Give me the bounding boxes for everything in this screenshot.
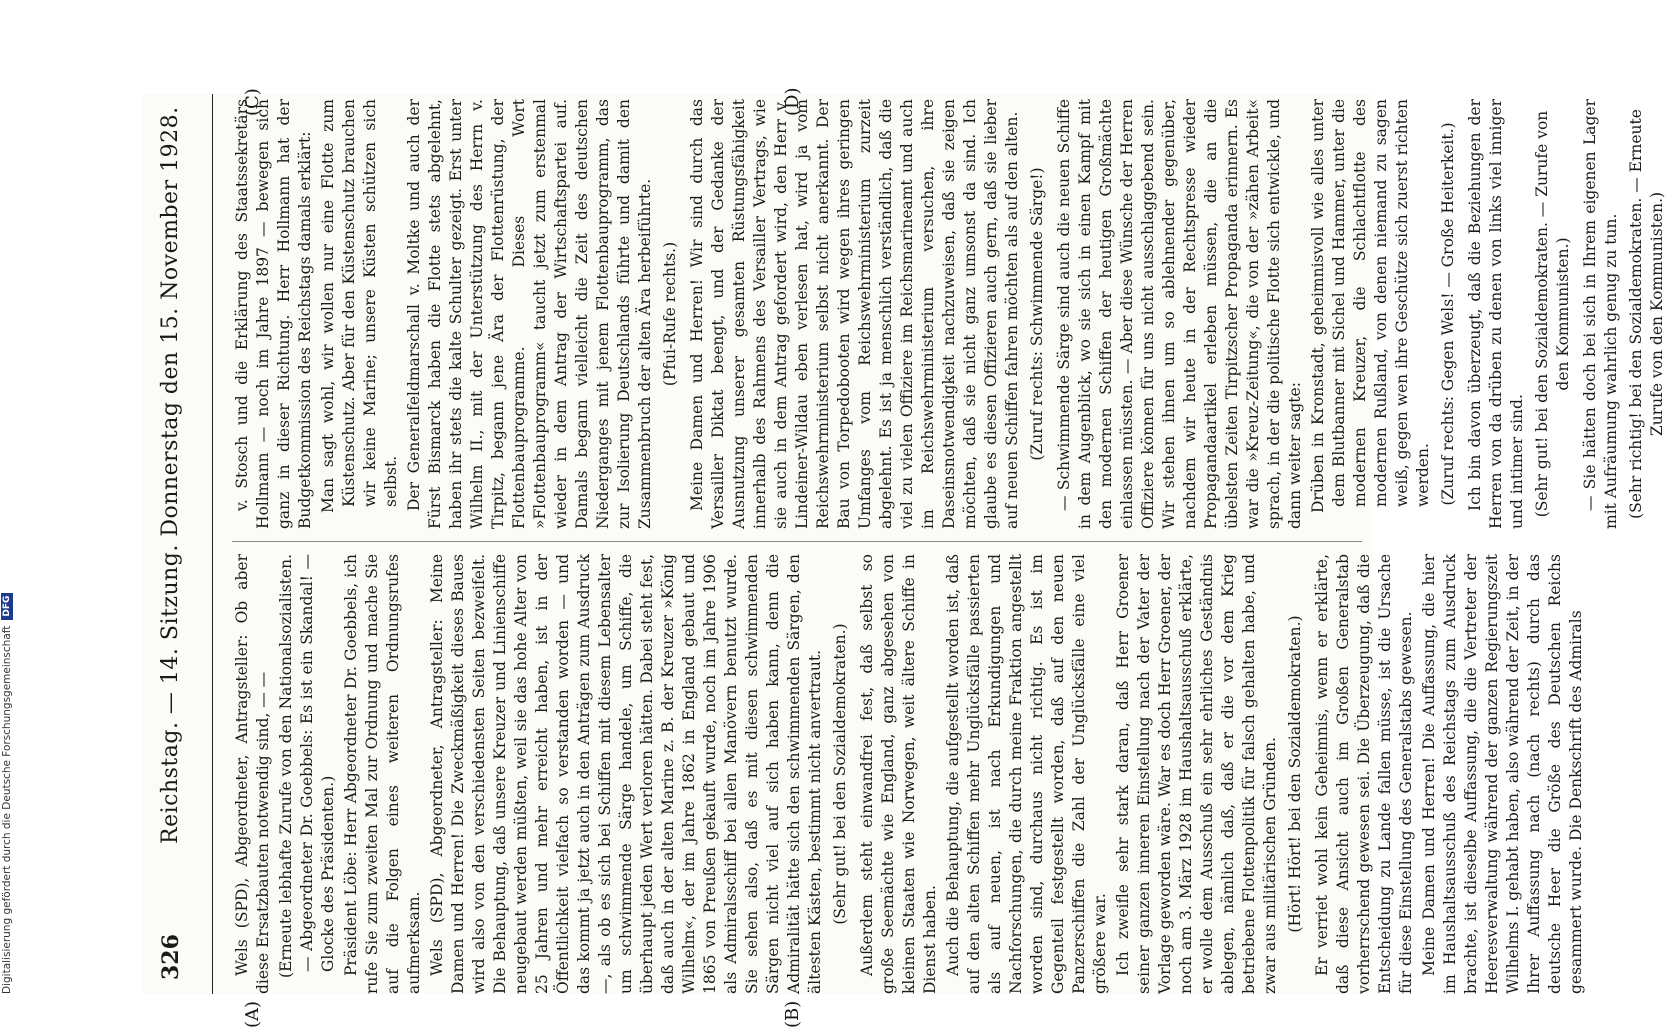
interjection: (Zuruf rechts: Schwimmende Särge!) [1028,167,1046,461]
page-header [142,94,213,994]
margin-mark-a: (A) [242,1000,263,1028]
margin-mark-c: (C) [242,88,263,116]
paragraph: Auch die Behauptung, die aufgestellt worden ist, daß auf den alten Schiffen mehr Unglücksfälle passierten als auf neuen, ist nach Erkundigungen und Nachforschungen, die durch meine Fraktion angestellt worden sind, durchaus nicht richtig. Es ist im Gegenteil festgestellt worden, daß auf den neuen Panzerschiffen die Zahl der Unglücksfälle eine viel größere war. [944,554,1109,994]
interjection: (Hört! Hört! bei den Sozialdemokraten.) [1286,615,1304,933]
interjection: (Pfui-Rufe rechts.) [661,241,679,387]
paragraph: — Schwimmende Särge sind auch die neuen Schiffe in dem Augenblick, wo sie sich in einen Kampf mit den modernen Schiffen der heutigen Großmächte einlassen müssten. — Aber diese Wünsche der Herren Offiziere können für uns nicht ausschlaggebend sein. Wir stehen ihnen um so ablehnender gegenüber, nachdem wir heute in der Rechtspresse wieder Propagandaartikel erleben müssen, die an die übelsten Zeiten Tirpitzscher Propaganda erinnern. Es war die »Kreuz-Zeitung«, die von der »zähen Arbeit« sprach, in der die politische Flotte sich entwickle, und dann weiter sagte: [1055,99,1304,529]
paragraph: Meine Damen und Herren! Die Auffassung, die hier im Haushaltsausschuß des Reichstags zum Ausdruck brachte, ist dieselbe Auffassung, die die Vertreter der Heeresverwaltung während der ganzen Regierungszeit Wilhelms I. gehabt haben, also während der Zeit, in der Ihrer Auffassung nach (nach rechts) durch das deutsche Heer die Größe des Deutschen Reichs gesammert wurde. Die Denkschrift des Admirals [1420,554,1585,994]
paragraph: v. Stosch und die Erklärung des Staatssekretärs Hollmann — noch im Jahre 1897 — bewegen sich ganz in dieser Richtung. Herr Hollmann hat der Budgetkommission des Reichstags damals erklärt: [233,99,314,529]
paragraph: Ich bin davon überzeugt, daß die Beziehungen der Herren von da drüben zu denen von links viel inniger und intimer sind. [1466,99,1526,529]
paragraph: Ich zweifle sehr stark daran, daß Herr Groener seiner ganzen inneren Einstellung nach der Vater der Vorlage geworden wäre. War es doch Herr Groener, der noch am 3. März 1928 im Haushaltsausschuß erklärte, er wolle dem Ausschuß ein sehr ehrliches Geständnis ablegen, nämlich daß, daß er die vor dem Krieg betriebene Flottenpolitik für falsch gehalten habe, und zwar aus militärischen Gründen. [1114,554,1279,994]
page-number: 326 [158,934,184,980]
right-column [232,99,1666,529]
paragraph: Meine Damen und Herren! Wir sind durch das Versailler Diktat beengt, und der Gedanke der Ausnutzung unserer gesamten Rüstungsfähigkeit innerhalb des Rahmens des Versailler Vertrags, wie sie auch in dem Antrag gefordert wird, den Herr v. Lindeiner-Wildau eben verlesen hat, wird ja vom Reichswehrministerium selbst nicht anerkannt. Der Bau von Torpedobooten wird wegen ihres geringen Umfanges vom Reichswehrministerium zurzeit abgelehnt. Es ist ja menschlich verständlich, daß die viel zu vielen Offiziere im Reichsmarineamt und auch im Reichswehrministerium versuchen, ihre Daseinsnotwendigkeit nachzuweisen, daß sie zeigen möchten, daß sie nicht ganz umsonst da sind. Ich glaube es diesen Offizieren auch gern, daß sie lieber auf neuen Schiffen fahren möchten als auf den alten. [688,99,1021,529]
left-column [232,554,1585,994]
paragraph: Wels (SPD), Abgeordneter, Antragsteller: Ob aber diese Ersatzbauten notwendig sind, — — [233,554,272,994]
paragraph: Der Generalfeldmarschall v. Moltke und auch der Fürst Bismarck haben die Flotte stets abgelehnt, haben ihr stets die kalte Schulter gezeigt. Erst unter Wilhelm II., mit der Unterstützung des Herrn v. Tirpitz, begann jene Ära der Flottenrüstung, der Flottenbauprogramme. Dieses Wort »Flottenbauprogramm« taucht jetzt zum erstenmal wieder in dem Antrag der Wirtschaftspartei auf. Damals begann vielleicht die Zeit des deutschen Niederganges mit jenem Flottenbauprogramm, das zur Isolierung Deutschlands führte und damit den Zusammenbruch der alten Ära herbeiführte. [405,99,654,529]
paragraph: Er verriet wohl kein Geheimnis, wenn er erklärte, daß diese Ansicht auch im Großen Generalstab vorherrschend gewesen sei. Die Überzeugung, daß die Entscheidung zu Lande fallen müsse, ist die Ursache für diese Einstellung des Generalstabs gewesen. [1313,554,1415,994]
column-divider [232,541,1362,542]
digitization-credit [0,4,14,1000]
paragraph: — Sie hätten doch bei sich in Ihrem eigenen Lager mit Aufräumung wahrlich genug zu tun. [1581,99,1620,529]
paragraph: Außerdem steht einwandfrei fest, daß selbst so große Seemächte wie England, ganz abgesehen von kleinen Staaten wie Norwegen, weit ältere Schiffe in Dienst haben. [858,554,939,994]
scanned-page [142,87,1666,1028]
interjection: (Sehr gut! bei den Sozialdemokraten.) [831,623,849,925]
interjection: (Sehr richtig! bei den Sozialdemokraten. — Erneute Zurufe von den Kommunisten.) [1627,109,1666,519]
paragraph: Präsident Löbe: Herr Abgeordneter Dr. Goebbels, ich rufe Sie zum zweiten Mal zur Ordnung und mache Sie auf die Folgen eines weiteren Ordnungsrufes aufmerksam. [342,554,423,994]
interjection: (Sehr gut! bei den Sozialdemokraten. — Zurufe von den Kommunisten.) [1533,110,1572,518]
paragraph: Wels (SPD), Abgeordneter, Antragsteller: Meine Damen und Herren! Die Zweckmäßigkeit dieses Baues wird also von den verschiedensten Seiten bezweifelt. Die Behauptung, daß unsere Kreuzer und Linienschiffe neugebaut werden müßten, weil sie das hohe Alter von 25 Jahren und mehr erreicht haben, ist in der Öffentlichkeit vielfach so verstanden worden — und das kommt ja jetzt auch in den Anträgen zum Ausdruck —, als ob es sich bei Schiffen mit diesem Lebensalter um schwimmende Särge handele, um Schiffe, die überhaupt jeden Wert verloren hätten. Dabei steht fest, daß auch in der alten Marine z. B. der Kreuzer »König Wilhelm«, der im Jahre 1862 in England gebaut und 1865 von Preußen gekauft wurde, noch im Jahre 1906 als Admiralsschiff bei allen Manövern benutzt wurde. Sie sehen also, daß es mit diesen schwimmenden Särgen nicht viel auf sich haben kann, denn die Admiralität hätte sich den schwimmenden Särgen, den ältesten Kästen, bestimmt nicht anvertraut. [428,554,824,994]
interjection: (Erneute lebhafte Zurufe von den Nationalsozialisten. — Abgeordneter Dr. Goebbels: Es ist ein Skandal! — Glocke des Präsidenten.) [277,554,337,978]
quotation: Man sagt wohl, wir wollen nur eine Flotte zum Küstenschutz. Aber für den Küstenschutz brauchen wir keine Marine; unsere Küsten schützen sich selbst. [319,99,400,513]
quotation: Drüben in Kronstadt, geheimnisvoll wie alles unter dem Blutbanner mit Sichel und Hammer, unter die modernen Kreuzer, die Schlachtflotte des modernen Rußland, von denen niemand zu sagen weiß, gegen wen ihre Geschütze sich zuerst richten werden. [1309,99,1432,513]
margin-mark-d: (D) [782,87,803,116]
dfg-logo: DFG [1,593,13,620]
digitization-credit-text: Digitalisierung gefördert durch die Deutsche Forschungsgemeinschaft [1,625,13,994]
running-head: Reichstag. — 14. Sitzung. Donnerstag den 15. November 1928. [158,106,183,844]
interjection: (Zuruf rechts: Gegen Wels! — Große Heiterkeit.) [1439,122,1457,506]
margin-mark-b: (B) [782,1000,803,1028]
